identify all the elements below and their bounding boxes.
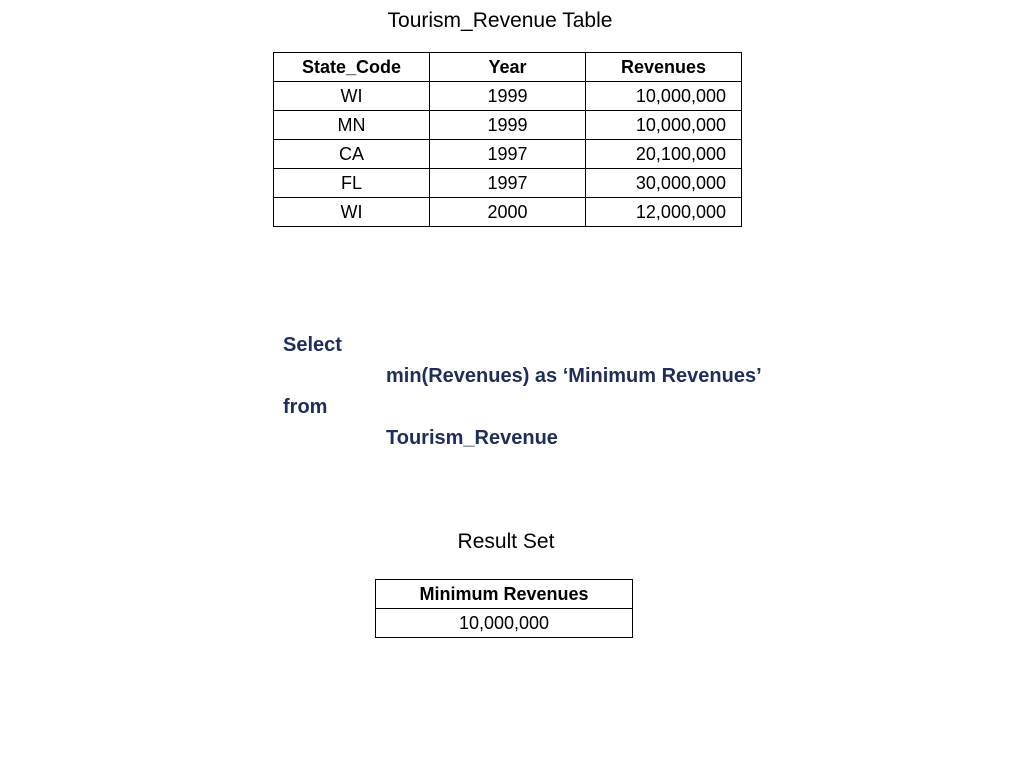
result-set-table: [375, 579, 633, 638]
table-header-row: [274, 53, 742, 82]
cell-year: 1999: [430, 111, 586, 140]
table-row: [274, 82, 742, 111]
column-header-year: Year: [430, 53, 586, 82]
table-row: [274, 198, 742, 227]
sql-query: [283, 330, 762, 454]
cell-revenues: 12,000,000: [586, 198, 742, 227]
cell-revenues: 30,000,000: [586, 169, 742, 198]
cell-year: 2000: [430, 198, 586, 227]
tourism-revenue-table: [273, 52, 742, 227]
source-table-title: Tourism_Revenue Table: [387, 9, 613, 32]
sql-select-expression: min(Revenues) as ‘Minimum Revenues’: [386, 365, 762, 387]
cell-revenues: 20,100,000: [586, 140, 742, 169]
column-header-minimum-revenues: Minimum Revenues: [376, 580, 633, 609]
table-row: [274, 111, 742, 140]
cell-revenues: 10,000,000: [586, 111, 742, 140]
column-header-revenues: Revenues: [586, 53, 742, 82]
table-header-row: [376, 580, 633, 609]
cell-state-code: WI: [274, 198, 430, 227]
cell-state-code: MN: [274, 111, 430, 140]
cell-year: 1997: [430, 169, 586, 198]
cell-state-code: WI: [274, 82, 430, 111]
table-row: [274, 169, 742, 198]
cell-minimum-revenues: 10,000,000: [376, 609, 633, 638]
table-row: [376, 609, 633, 638]
cell-state-code: CA: [274, 140, 430, 169]
result-set-title: Result Set: [457, 530, 555, 553]
sql-from-table: Tourism_Revenue: [386, 427, 558, 449]
sql-select-keyword: Select: [283, 334, 342, 356]
table-row: [274, 140, 742, 169]
cell-year: 1999: [430, 82, 586, 111]
column-header-state-code: State_Code: [274, 53, 430, 82]
cell-revenues: 10,000,000: [586, 82, 742, 111]
cell-state-code: FL: [274, 169, 430, 198]
cell-year: 1997: [430, 140, 586, 169]
sql-from-keyword: from: [283, 396, 328, 418]
